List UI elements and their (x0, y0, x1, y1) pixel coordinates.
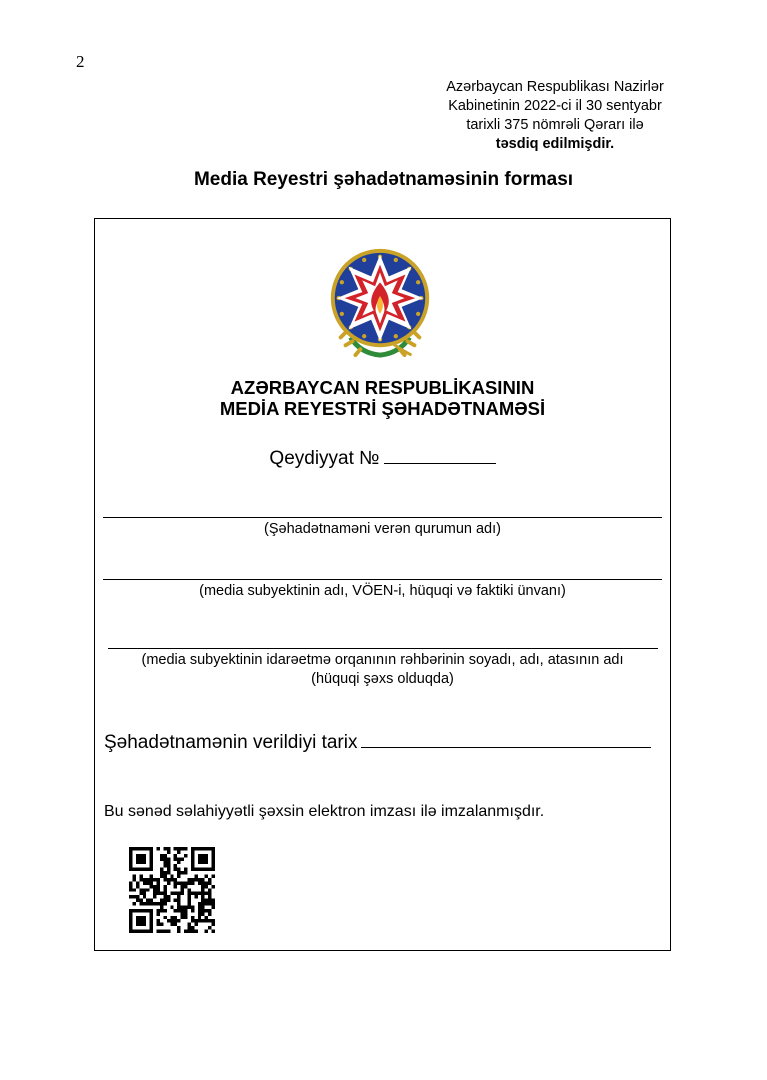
issuer-name-caption: (Şəhadətnaməni verən qurumun adı) (264, 521, 501, 537)
approval-line-1: Azərbaycan Respublikası Nazirlər (446, 79, 664, 95)
page-number: 2 (76, 52, 85, 71)
qr-code-icon (126, 847, 218, 933)
approval-note (392, 78, 718, 154)
approval-line-2: Kabinetinin 2022-ci il 30 sentyabr (448, 98, 662, 114)
certificate-title-line-2: MEDİA REYESTRİ ŞƏHADƏTNAMƏSİ (219, 398, 546, 419)
certificate-title (95, 377, 670, 419)
approval-line-3: tarixli 375 nömrəli Qərarı ilə (466, 117, 644, 133)
issue-date-blank (361, 729, 651, 748)
form-title: Media Reyestri şəhadətnaməsinin forması (193, 169, 574, 190)
head-name-caption (95, 651, 670, 689)
head-name-line (108, 648, 658, 649)
issue-date-row (104, 729, 651, 754)
head-name-caption-line-2: (hüquqi şəxs olduqda) (311, 671, 454, 687)
certificate-frame (94, 218, 671, 951)
signature-note: Bu sənəd səlahiyyətli şəxsin elektron imzası ilə imzalanmışdır. (104, 803, 545, 820)
registration-number-blank (384, 447, 496, 464)
issuer-name-line (103, 517, 662, 518)
subject-name-caption: (media subyektinin adı, VÖEN-i, hüquqi və faktiki ünvanı) (199, 583, 566, 599)
certificate-title-line-1: AZƏRBAYCAN RESPUBLİKASININ (230, 377, 535, 398)
registration-number-row (95, 447, 670, 470)
approval-line-4: təsdiq edilmişdir. (495, 136, 615, 152)
head-name-caption-line-1: (media subyektinin idarəetmə orqanının rəhbərinin soyadı, adı, atasının adı (141, 652, 624, 668)
registration-number-label: Qeydiyyat № (269, 448, 380, 469)
subject-name-line (103, 579, 662, 580)
state-emblem-icon (321, 243, 439, 361)
issue-date-label: Şəhadətnamənin verildiyi tarix (104, 732, 358, 753)
